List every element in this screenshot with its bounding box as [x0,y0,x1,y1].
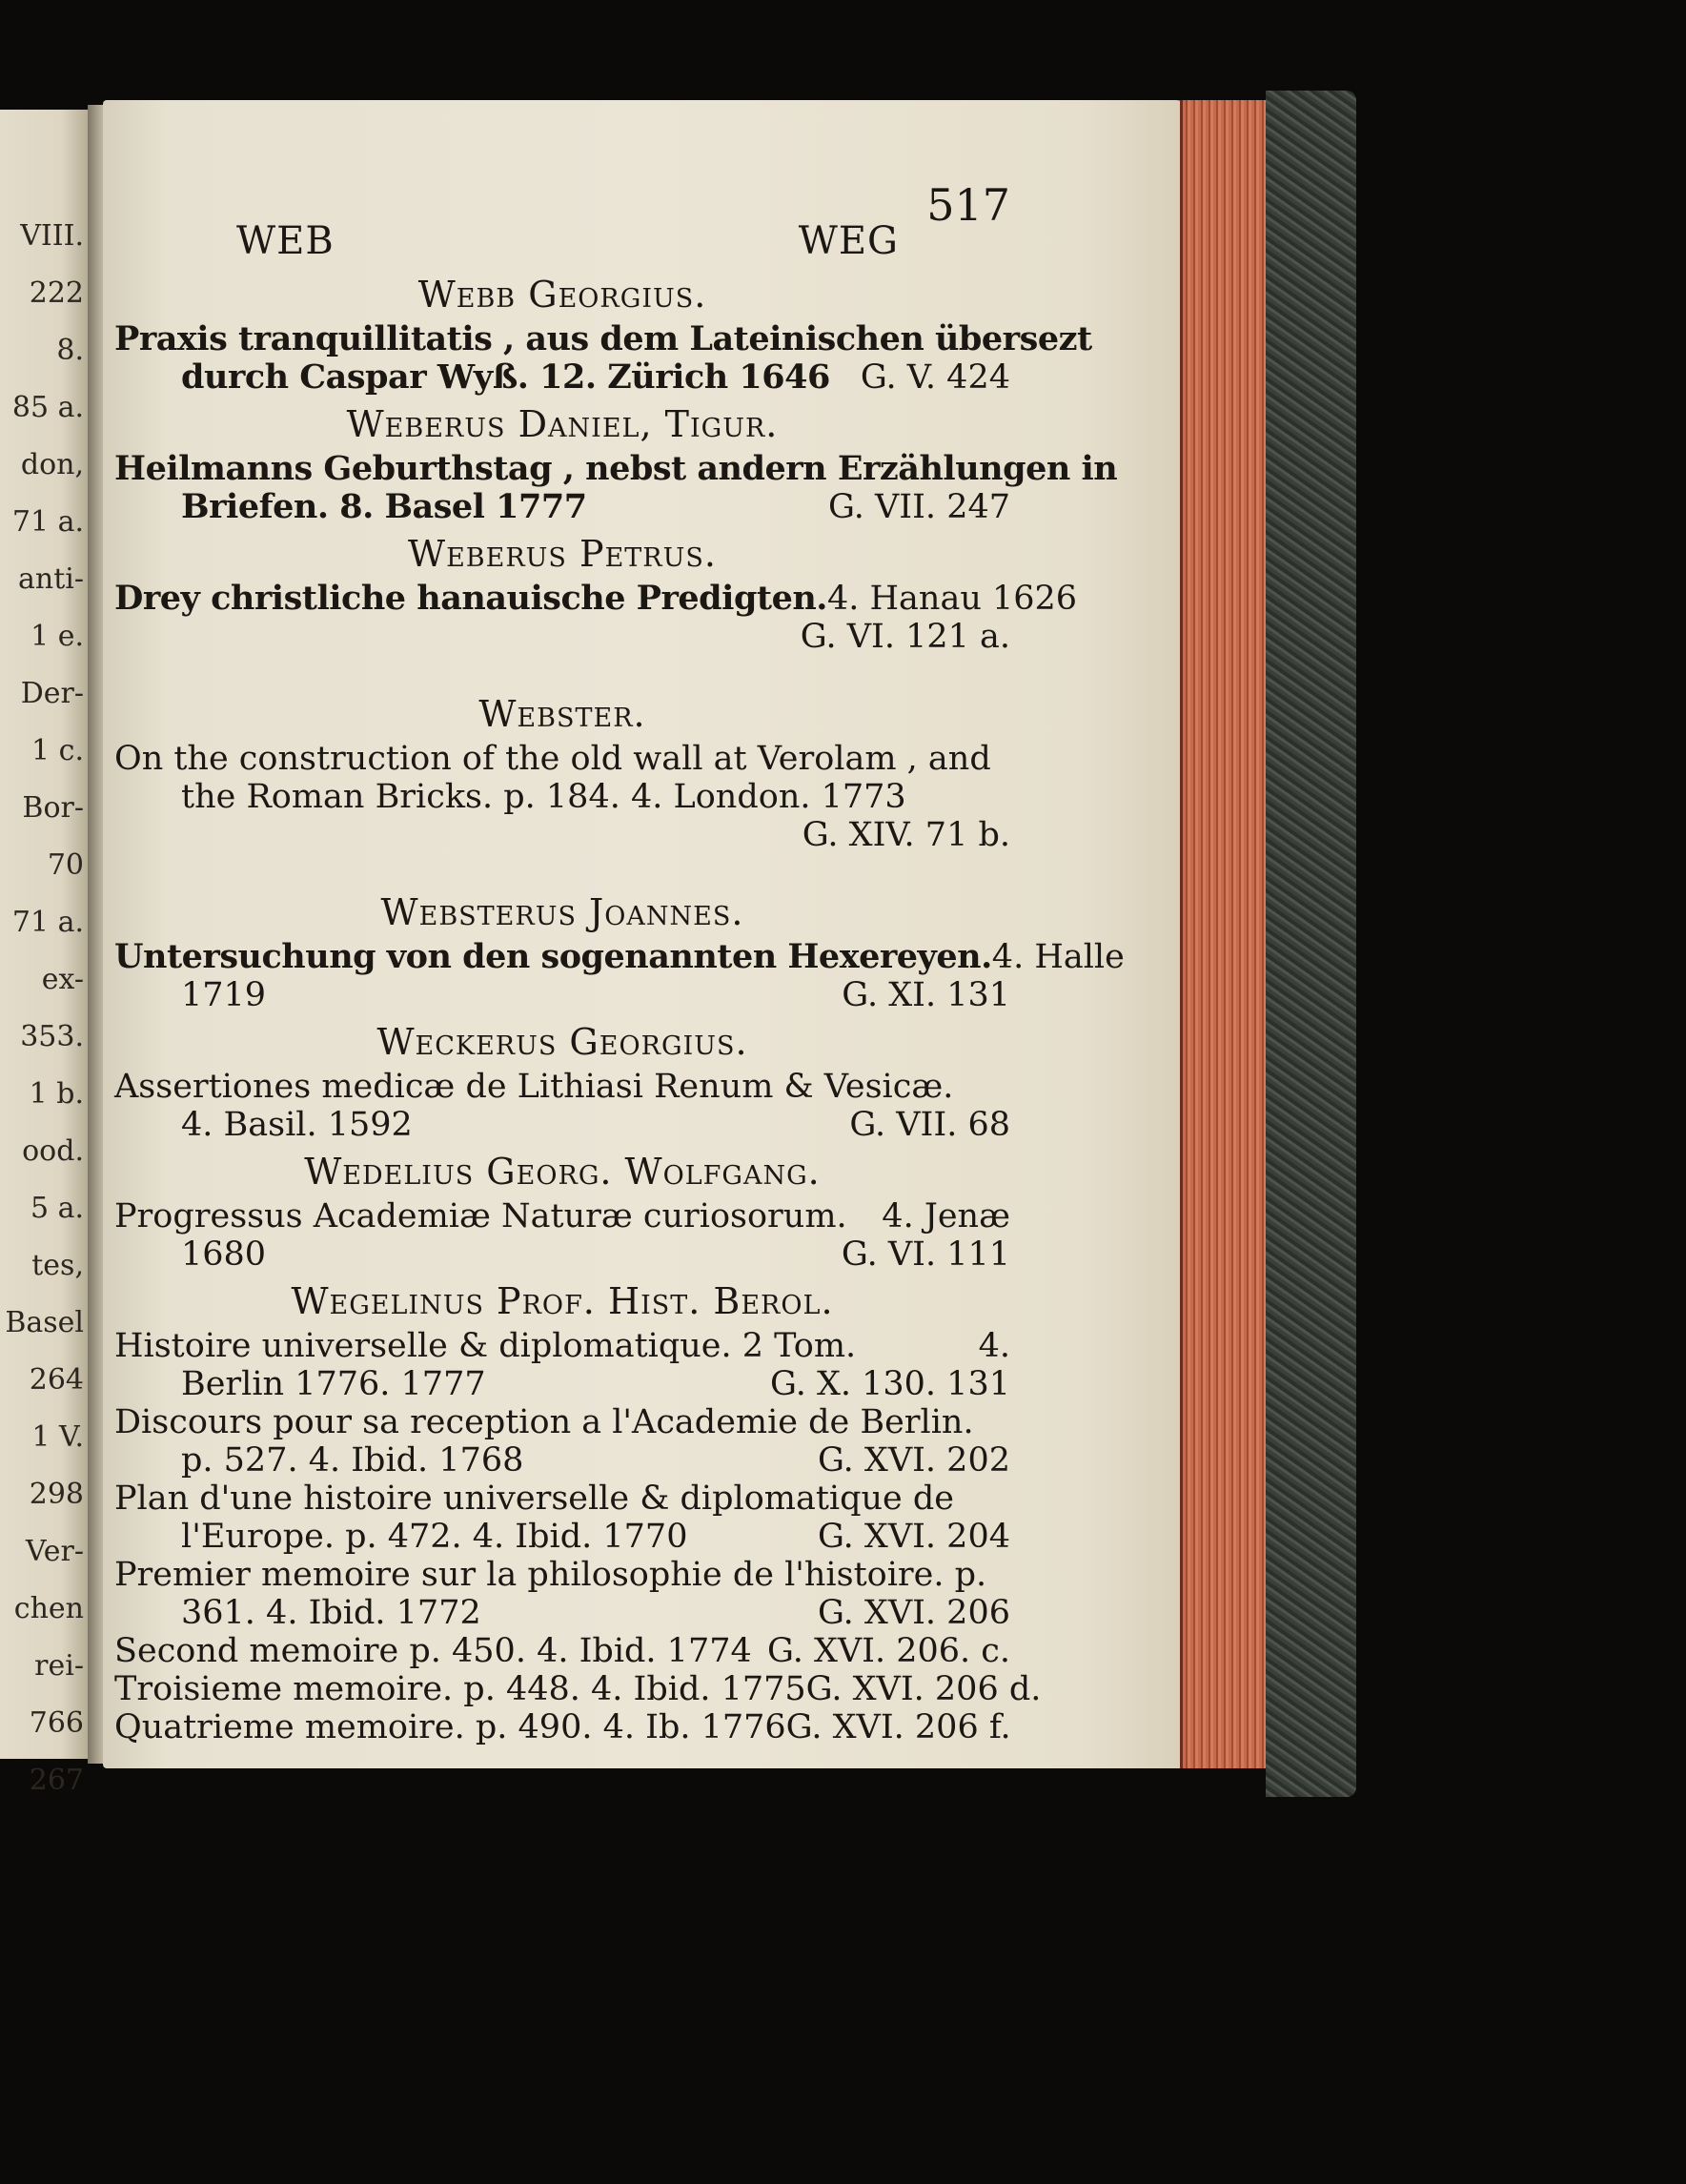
entry-line [114,1594,1010,1632]
entry-title-text: l'Europe. p. 472. 4. Ibid. 1770 [181,1518,688,1556]
entry-shelfmark: G. VII. 68 [849,1106,1010,1144]
entry-title-text: Assertiones medicæ de Lithiasi Renum & Vesicæ. [114,1068,954,1106]
entry-title-text: durch Caspar Wyß. 12. Zürich 1646 [181,357,830,397]
entry-line [114,1708,1010,1746]
entry-shelfmark: G. VI. 121 a. [800,618,1010,656]
left-page-fragment-text: 70 [47,848,84,882]
left-page-fragment-text: 353. [20,1020,84,1053]
entry-title-text: Praxis tranquillitatis , aus dem Lateinischen übersezt [114,319,1092,358]
left-page-fragment-text: 264 [29,1363,84,1397]
entry-line [114,449,1118,488]
entry-shelfmark: 4. Halle [991,938,1125,976]
entry-line [114,1480,1010,1518]
left-page-fragment-text: anti- [18,562,84,596]
entry-line [114,1365,1010,1403]
entry-shelfmark: G. X. 130. 131 [770,1365,1010,1403]
left-page-fragment-text: 8. [56,334,84,367]
left-page-fragment-text: 298 [29,1478,84,1511]
entry-line [114,1403,1010,1441]
left-page-fragment-text: 1 V. [31,1420,84,1454]
entry-line [114,618,1010,656]
left-page-fragment-text: ex- [41,963,84,996]
running-head [236,219,899,263]
entry-author-heading: Webster. [478,693,646,735]
entry-title-text: Premier memoire sur la philosophie de l'histoire. p. [114,1556,987,1594]
page-number: 517 [926,179,1010,231]
entry-shelfmark: G. XIV. 71 b. [802,816,1010,854]
entry-line [114,1068,1010,1106]
entry-shelfmark: 4. Jenæ [882,1197,1010,1235]
entry-author-heading: Wegelinus Prof. Hist. Berol. [291,1280,834,1322]
entry-line [114,740,1010,778]
entry-title-text: Untersuchung von den sogenannten Hexereyen. [114,937,992,976]
entry-line [114,579,1078,618]
left-page-fragment-text: tes, [31,1249,84,1282]
left-page-fragment-text: don, [20,448,84,481]
entry-shelfmark: G. V. 424 [860,358,1010,397]
left-page-fragment-text: 766 [29,1706,84,1740]
entry-line [114,1327,1010,1365]
entry-title-text: 4. Basil. 1592 [181,1106,413,1144]
entry-line [114,1106,1010,1144]
entry-line [114,1197,1010,1235]
left-page-fragment-text: rei- [34,1649,84,1683]
entry-title-text: 1680 [181,1235,267,1274]
entry-title-text: Histoire universelle & diplomatique. 2 Tom. [114,1327,857,1365]
entry-title-text: p. 527. 4. Ibid. 1768 [181,1441,524,1480]
entry-shelfmark: G. XVI. 206. c. [766,1632,1010,1670]
entry-shelfmark: 4. Hanau 1626 [827,580,1078,618]
running-head-right: WEG [798,219,899,263]
entry-title-text: Second memoire p. 450. 4. Ibid. 1774 [114,1632,752,1670]
left-page-fragment-text: 1 c. [31,734,84,767]
left-page-fragment-text: 1 e. [30,620,84,653]
left-page-fragment-text: ood. [22,1134,84,1168]
entry-title-text: Plan d'une histoire universelle & diplomatique de [114,1480,954,1518]
left-page-fragment-text: chen [13,1592,84,1625]
entry-shelfmark: G. XVI. 206 d. [805,1670,1042,1708]
entry-shelfmark: G. VI. 111 [841,1235,1010,1274]
entry-line [114,1670,1042,1708]
entry-line [114,319,1092,358]
left-page-fragment-text: 85 a. [11,391,84,424]
entry-title-text: Quatrieme memoire. p. 490. 4. Ib. 1776 [114,1708,786,1746]
left-page-fragment-text: Basel [5,1306,84,1339]
left-page-fragment-text: Bor- [22,791,84,825]
entry-line [114,976,1010,1014]
left-page-fragment-text: 267 [29,1764,84,1797]
catalog-entries [114,267,1125,1746]
entry-title-text: 361. 4. Ibid. 1772 [181,1594,481,1632]
entry-title-text: 1719 [181,976,267,1014]
left-page-fragment-text: 222 [29,276,84,310]
left-page-fragment-text: VIII. [20,219,84,253]
left-page-fragment-text: Ver- [25,1535,84,1568]
entry-shelfmark: G. VII. 247 [828,488,1010,526]
entry-title-text: Discours pour sa reception a l'Academie de Berlin. [114,1403,974,1441]
left-page-fragment-text: 1 b. [29,1077,84,1111]
running-head-left: WEB [236,219,335,263]
entry-title-text: On the construction of the old wall at Verolam , and [114,740,991,778]
entry-author-heading: Wedelius Georg. Wolfgang. [304,1151,821,1193]
entry-line [114,1556,1010,1594]
entry-author-heading: Weberus Daniel, Tigur. [346,403,779,445]
entry-title-text: Drey christliche hanauische Predigten. [114,579,827,618]
entry-shelfmark: G. XVI. 206 f. [785,1708,1011,1746]
entry-title-text: Briefen. 8. Basel 1777 [181,487,587,526]
entry-shelfmark: G. XI. 131 [842,976,1010,1014]
entry-author-heading: Weckerus Georgius. [376,1021,748,1063]
left-page-fragment-text: 71 a. [11,906,84,939]
entry-line [114,1518,1010,1556]
entry-title-text: Heilmanns Geburthstag , nebst andern Erzählungen in [114,449,1118,488]
entry-shelfmark: G. XVI. 202 [817,1441,1010,1480]
entry-line [114,1235,1010,1274]
book-cover [1266,91,1356,1797]
entry-shelfmark: G. XVI. 204 [817,1518,1010,1556]
entry-line [114,488,1010,526]
page-edges [1180,100,1276,1768]
entry-line [114,937,1125,976]
entry-title-text: Troisieme memoire. p. 448. 4. Ibid. 1775 [114,1670,806,1708]
entry-shelfmark: G. XVI. 206 [817,1594,1010,1632]
entry-title-text: the Roman Bricks. p. 184. 4. London. 1773 [181,778,906,816]
entry-title-text: Progressus Academiæ Naturæ curiosorum. [114,1197,847,1235]
left-page-fragment-text: Der- [20,677,84,710]
entry-shelfmark: 4. [978,1327,1010,1365]
entry-line [114,1632,1010,1670]
entry-line [114,1441,1010,1480]
entry-line [114,358,1010,397]
entry-author-heading: Weberus Petrus. [408,533,717,575]
left-page-fragment-text: 71 a. [11,505,84,539]
entry-line [114,778,1010,816]
entry-author-heading: Websterus Joannes. [380,891,744,933]
entry-line [114,816,1010,854]
left-page-fragment-text: 5 a. [30,1192,84,1225]
entry-author-heading: Webb Georgius. [417,274,707,316]
entry-title-text: Berlin 1776. 1777 [181,1365,486,1403]
left-page-fragment [0,110,88,1797]
